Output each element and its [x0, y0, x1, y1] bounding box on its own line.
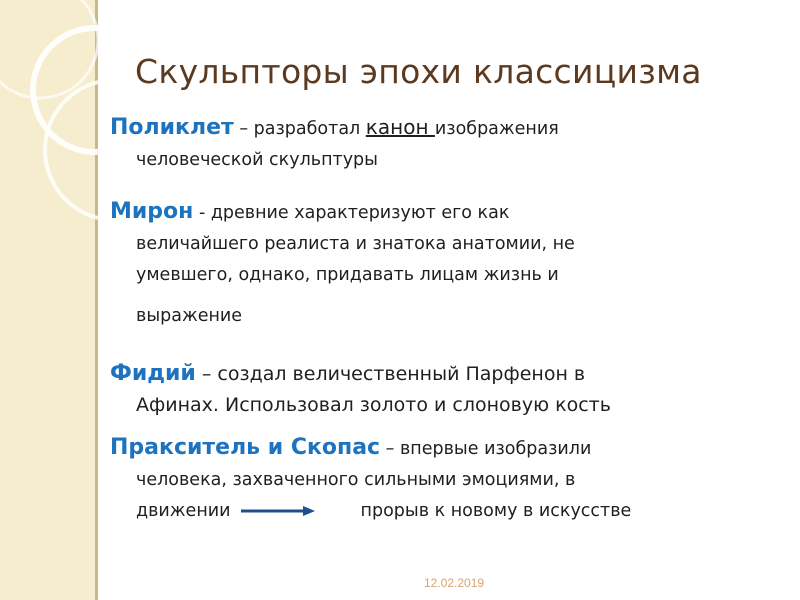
text-segment: – впервые изобразили [380, 439, 592, 459]
text-segment: – разработал [233, 119, 366, 139]
text-line: человека, захваченного сильными эмоциями, в [136, 470, 576, 490]
text-segment: прорыв к новому в искусстве [360, 501, 632, 521]
text-line: человеческой скульптуры [136, 150, 378, 170]
underlined-term: канон [365, 115, 435, 139]
sculptor-name: Поликлет [110, 115, 234, 140]
slide-date: 12.02.2019 [424, 576, 485, 590]
text-segment: – создал величественный Парфенон в [195, 363, 586, 385]
text-line: Афинах. Использовал золото и слоновую кость [136, 394, 611, 416]
sculptor-name: Фидий [110, 361, 196, 386]
paragraph-poliklet [110, 112, 790, 176]
sculptor-name: Пракситель и Скопас [110, 435, 381, 460]
text-segment: движении [136, 501, 231, 521]
paragraph-praksitel [110, 432, 790, 527]
paragraph-miron [110, 196, 790, 332]
text-line: величайшего реалиста и знатока анатомии, не [136, 234, 575, 254]
text-segment: изображения [434, 119, 559, 139]
slide-title: Скульпторы эпохи классицизма [135, 52, 702, 91]
text-line: выражение [136, 306, 243, 326]
text-segment: - древние характеризуют его как [193, 203, 510, 223]
text-line: умевшего, однако, придавать лицам жизнь и [136, 265, 559, 285]
arrow-right-icon [239, 504, 317, 518]
sculptor-name: Мирон [110, 199, 194, 224]
paragraph-fidiy [110, 358, 790, 421]
